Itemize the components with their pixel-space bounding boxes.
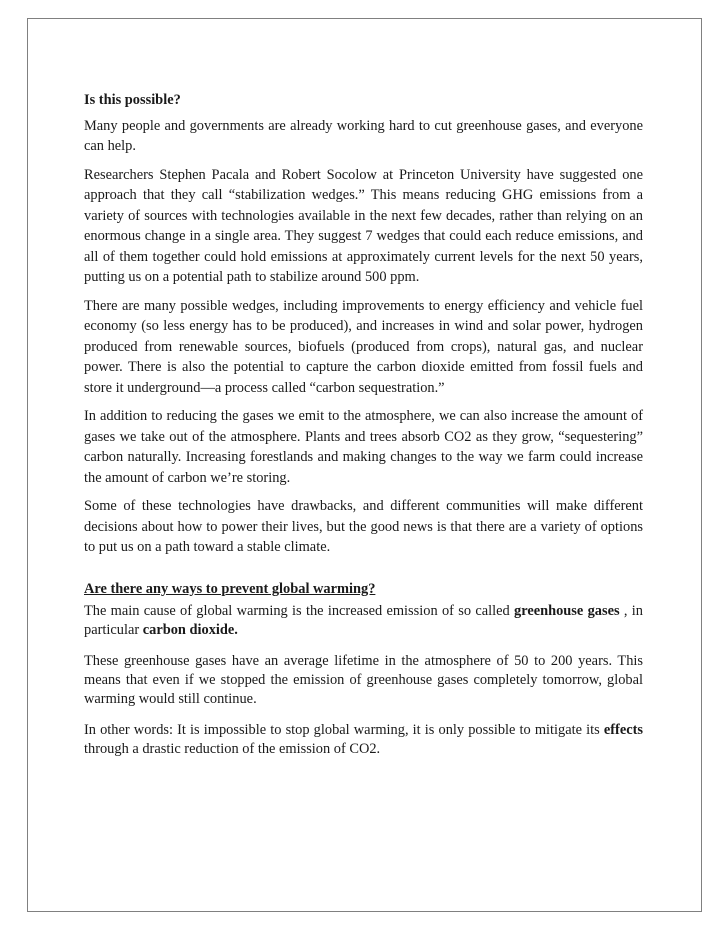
paragraph-lifetime: These greenhouse gases have an average lifetime in the atmosphere of 50 to 200 years. This means that even if we stopped the emission of greenhouse gases completely tomorrow, global warming would still continue. (84, 653, 643, 707)
paragraph-in-other-words (84, 721, 643, 759)
paragraph-possible-wedges: There are many possible wedges, including improvements to energy efficiency and vehicle fuel economy (so less energy has to be produced), and increases in wind and solar power, hydrogen produced from renewable sources, biofuels (produced from crops), natural gas, and nuclear power. There is also the potential to capture the carbon dioxide emitted from fossil fuels and store it underground—a process called “carbon sequestration.” (84, 297, 643, 396)
heading-is-this-possible: Is this possible? (84, 92, 181, 108)
other-words-text-1: In other words: It is impossible to stop global warming, it is only possible to mitigate its (84, 722, 604, 738)
paragraph-sequestering: In addition to reducing the gases we emit to the atmosphere, we can also increase the amount of gases we take out of the atmosphere. Plants and trees absorb CO2 as they grow, “sequestering” carbon naturally. Increasing forestlands and making changes to the way we farm could increase the amount of carbon we’re storing. (84, 408, 643, 486)
paragraph-stabilization-wedges: Researchers Stephen Pacala and Robert Socolow at Princeton University have suggested one approach that they call “stabilization wedges.” This means reducing GHG emissions from a variety of sources with technologies available in the next few decades, rather than relying on an enormous change in a single area. They suggest 7 wedges that could each reduce emissions, and all of them together could hold emissions at approximately current levels for the next 50 years, putting us on a potential path to stabilize around 500 ppm. (84, 166, 643, 285)
main-cause-bold-greenhouse: greenhouse gases (514, 603, 620, 619)
main-cause-text-1: The main cause of global warming is the increased emission of so called (84, 603, 514, 619)
main-cause-text-2: , in particular (84, 603, 643, 638)
main-cause-bold-co2: carbon dioxide. (142, 622, 238, 638)
paragraph-governments: Many people and governments are already working hard to cut greenhouse gases, and everyone can help. (84, 117, 643, 154)
paragraph-main-cause (84, 602, 643, 640)
paragraph-drawbacks: Some of these technologies have drawbacks, and different communities will make different decisions about how to power their lives, but the good news is that there are a variety of options to put us on a path toward a stable climate. (84, 498, 643, 555)
heading-prevent-global-warming: Are there any ways to prevent global warming? (84, 580, 376, 597)
other-words-text-2: through a drastic reduction of the emission of CO2. (84, 741, 381, 757)
other-words-bold-effects: effects (603, 722, 643, 738)
document-body (84, 90, 643, 759)
